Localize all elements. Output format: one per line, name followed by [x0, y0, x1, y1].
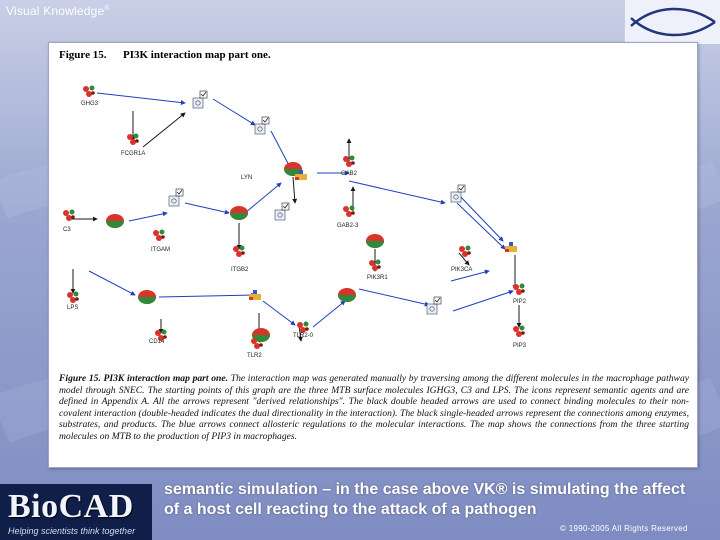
node-enzyme-3 — [249, 290, 261, 300]
node-itgam — [151, 230, 170, 254]
node-cd14 — [149, 330, 167, 346]
node-pik3r1 — [367, 260, 388, 282]
node-complex-1 — [193, 91, 207, 108]
svg-text:LPS: LPS — [67, 305, 79, 311]
node-complex-3 — [169, 189, 183, 206]
node-egg-2 — [106, 214, 124, 228]
figure-title: Figure 15. PI3K interaction map part one. — [59, 49, 271, 61]
node-egg-3 — [230, 206, 248, 220]
black-arrows — [69, 111, 519, 341]
node-pip3 — [513, 326, 527, 350]
svg-text:GAB2: GAB2 — [341, 171, 358, 177]
node-complex-2 — [255, 117, 269, 134]
biocad-tagline: Helping scientists think together — [8, 526, 136, 536]
slide-description: semantic simulation – in the case above VK® is simulating the affect of a host cell reacting to the attack of a pathogen — [164, 481, 686, 518]
node-gab23 — [337, 206, 359, 230]
svg-text:ITGB2: ITGB2 — [231, 267, 249, 273]
biocad-name: BioCAD — [8, 488, 134, 525]
node-tlr20 — [293, 322, 314, 340]
biocad-logo — [0, 484, 152, 540]
svg-text:C3: C3 — [63, 227, 71, 233]
node-complex-4 — [275, 203, 289, 220]
svg-text:PIP3: PIP3 — [513, 343, 527, 349]
svg-text:CD14: CD14 — [149, 339, 165, 345]
node-enzyme-2 — [505, 242, 517, 252]
figure-panel — [48, 42, 698, 468]
figure-caption: Figure 15. PI3K interaction map part one. The interaction map was generated manually by traversing among the different molecules in the macrophage pathway model through SNEC. The starting points of this graph are the three MTB surface molecules IGHG3, C3 and LPS. The icons represent semantic agents and are defined in Appendix A. All the arrows represent "derived relationships". The black double headed arrows are used to connect binding molecules to their non-covalent interaction (double-headed indicates the dual directionality in the interaction). The black single-headed arrows represent the connections among enzymes, substrates, and products. The blue arrows connect allosteric regulations to the molecular interactions. The map shows the connections from the three starting molecules on MTB to the production of PIP3 in macrophages. — [59, 373, 689, 442]
svg-text:PIP2: PIP2 — [513, 299, 527, 305]
node-tlr2 — [247, 338, 263, 360]
fish-logo-icon — [625, 0, 720, 44]
svg-text:GAB2-3: GAB2-3 — [337, 223, 359, 229]
interaction-map — [49, 43, 697, 373]
copyright-notice: © 1990-2005 All Rights Reserved — [560, 524, 688, 533]
node-egg-6 — [338, 288, 356, 302]
node-complex-6 — [427, 297, 441, 314]
node-lps — [67, 292, 79, 312]
svg-text:PIK3R1: PIK3R1 — [367, 275, 388, 281]
node-itgb2 — [231, 246, 249, 274]
node-pik3ca — [451, 246, 472, 274]
svg-text:ITGAM: ITGAM — [151, 247, 170, 253]
node-ghg3 — [81, 86, 99, 108]
svg-text:LYN: LYN — [241, 175, 253, 181]
node-egg-4 — [366, 234, 384, 248]
svg-text:PIK3CA: PIK3CA — [451, 267, 473, 273]
node-pip2 — [513, 284, 527, 306]
svg-text:FCGR1A: FCGR1A — [121, 151, 146, 157]
node-c3 — [63, 210, 75, 234]
node-lyn — [241, 175, 252, 181]
fish-logo — [624, 0, 720, 44]
brand-title: Visual Knowledge® — [6, 4, 110, 18]
svg-text:TLR2-0: TLR2-0 — [293, 333, 314, 339]
svg-text:GHG3: GHG3 — [81, 101, 99, 107]
svg-text:TLR2: TLR2 — [247, 353, 262, 359]
node-egg-5 — [138, 290, 156, 304]
